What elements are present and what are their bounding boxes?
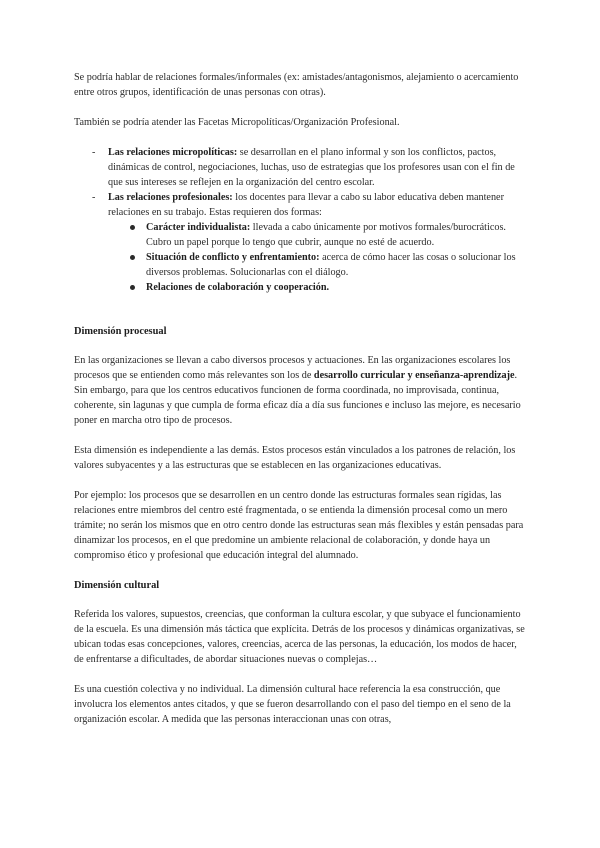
relations-list: [74, 145, 526, 295]
list-item-conflict: [108, 250, 526, 280]
individualist-text: llevada a cabo únicamente por motivos formales/burocráticos. Cubro un papel porque lo tengo que cubrir, aunque no esté de acuerdo.: [146, 222, 506, 248]
professional-forms-list: [108, 220, 526, 295]
micropolitical-label: Las relaciones micropolíticas:: [108, 147, 238, 158]
cultural-paragraph-2: Es una cuestión colectiva y no individual. La dimensión cultural hace referencia la esa construcción, que involucra los elementos antes citados, y que se fueron desarrollando con el paso del tiempo en el seno de la organización escolar. A medida que las personas interaccionan unas con otras,: [74, 684, 511, 725]
intro-paragraph-relations: Se podría hablar de relaciones formales/informales (ex: amistades/antagonismos, alejamiento o acercamiento entre otros grupos, identificación de unas personas con otras).: [74, 72, 519, 98]
list-item-collaboration: [108, 280, 526, 295]
intro-paragraph-facets: También se podría atender las Facetas Micropolíticas/Organización Profesional.: [74, 117, 400, 128]
list-item-micropolitical: [74, 145, 526, 190]
list-item-professional: [74, 190, 526, 295]
professional-text: los docentes para llevar a cabo su labor educativa deben mantener relaciones en su trabajo. Estas requieren dos formas:: [108, 192, 504, 218]
micropolitical-text: se desarrollan en el plano informal y son los conflictos, pactos, dinámicas de control, negociaciones, luchas, uso de estrategias que los profesores usan con el fin de que sus intereses se reflejen en la organización del centro escolar.: [108, 147, 515, 188]
heading-procesual: Dimensión procesual: [74, 326, 167, 337]
procesual-text-a: En las organizaciones se llevan a cabo diversos procesos y actuaciones. En las organizaciones escolares los procesos que se entienden como más relevantes son los de: [74, 355, 511, 381]
procesual-paragraph-3: Por ejemplo: los procesos que se desarrollen en un centro donde las estructuras formales sean rígidas, las relaciones entre miembros del centro esté fragmentada, o se entienda la dimensión procesal como un mero trámite; no serán los mismos que en otro centro donde las estructuras sean más flexibles y están pensadas para dinamizar los procesos, en el que predomine un ambiente relacional de colaboración, y donde haya un compromiso ético y profesional que educación integral del alumnado.: [74, 490, 524, 561]
procesual-paragraph-1: [74, 353, 526, 428]
heading-cultural: Dimensión cultural: [74, 580, 160, 591]
individualist-label: Carácter individualista:: [146, 222, 251, 233]
conflict-text: acerca de cómo hacer las cosas o solucionar los diversos problemas. Solucionarlas con el diálogo.: [146, 252, 516, 278]
list-item-individualist: [108, 220, 526, 250]
procesual-bold-text: desarrollo curricular y enseñanza-aprendizaje: [313, 370, 515, 381]
procesual-text-b: . Sin embargo, para que los centros educativos funcionen de forma coordinada, no improvisada, continua, coherente, sin lagunas y que cumpla de forma eficaz día a día sus funciones e incluso las mejore, es necesario poner en marcha otro tipo de procesos.: [74, 370, 521, 426]
procesual-paragraph-2: Esta dimensión es independiente a las demás. Estos procesos están vinculados a los patrones de relación, los valores subyacentes y a las estructuras que se establecen en las organizaciones educativas.: [74, 445, 516, 471]
collaboration-label: Relaciones de colaboración y cooperación.: [146, 282, 330, 293]
professional-label: Las relaciones profesionales:: [108, 192, 233, 203]
cultural-paragraph-1: Referida los valores, supuestos, creencias, que conforman la cultura escolar, y que subyace el funcionamiento de la escuela. Es una dimensión más táctica que explícita. Detrás de los procesos y dinámicas organizativas, se ubican todas esas concepciones, valores, creencias, acerca de las personas, la educación, los modos de hacer, de enfrentarse a dificultades, de abordar situaciones nuevas o complejas…: [74, 609, 525, 665]
conflict-label: Situación de conflicto y enfrentamiento:: [146, 252, 320, 263]
